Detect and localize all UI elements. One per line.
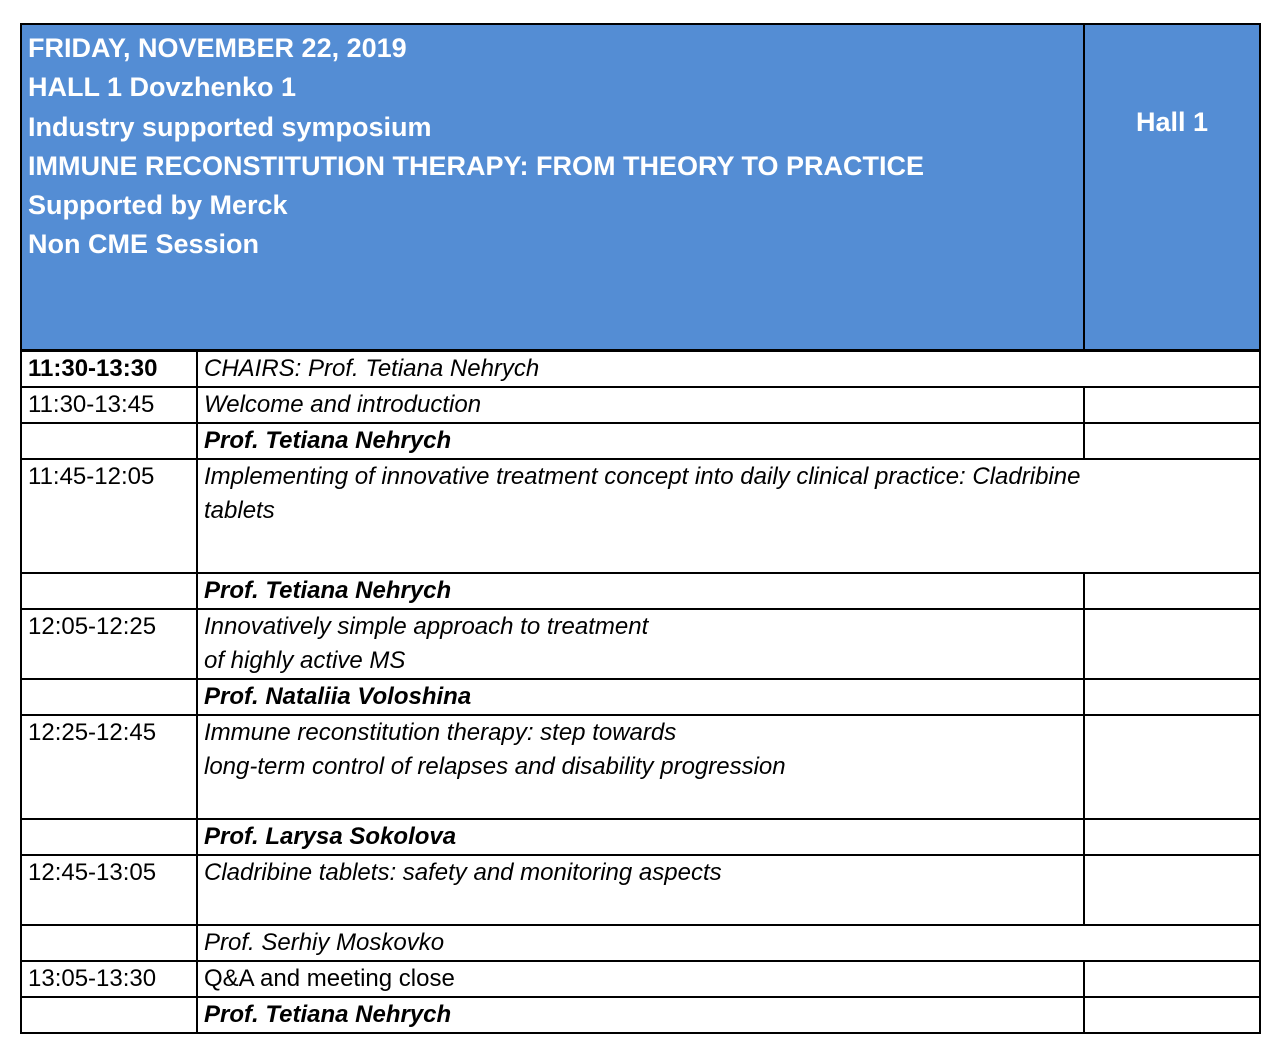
table-row bbox=[21, 351, 1260, 388]
row-time: 11:30-13:30 bbox=[21, 351, 197, 388]
table-row bbox=[21, 715, 1260, 819]
row-text: Implementing of innovative treatment concept into daily clinical practice: Cladribine tablets bbox=[197, 459, 1260, 573]
row-time bbox=[21, 679, 197, 715]
row-text: Immune reconstitution therapy: step towards long-term control of relapses and disability progression bbox=[197, 715, 1084, 819]
table-row bbox=[21, 423, 1260, 459]
table-row bbox=[21, 961, 1260, 997]
row-time: 12:05-12:25 bbox=[21, 609, 197, 679]
row-time: 12:25-12:45 bbox=[21, 715, 197, 819]
row-speaker: Prof. Tetiana Nehrych bbox=[197, 997, 1084, 1033]
row-speaker: Prof. Nataliia Voloshina bbox=[197, 679, 1084, 715]
session-sponsor: Supported by Merck bbox=[28, 190, 288, 221]
row-hall-cell bbox=[1084, 573, 1260, 609]
row-text: Q&A and meeting close bbox=[197, 961, 1084, 997]
row-hall-cell bbox=[1084, 961, 1260, 997]
row-time: 13:05-13:30 bbox=[21, 961, 197, 997]
row-hall-cell bbox=[1084, 819, 1260, 855]
table-row bbox=[21, 387, 1260, 423]
row-hall-cell bbox=[1084, 609, 1260, 679]
table-row bbox=[21, 679, 1260, 715]
row-hall-cell bbox=[1084, 387, 1260, 423]
table-row bbox=[21, 573, 1260, 609]
header-row bbox=[21, 24, 1260, 351]
session-title: IMMUNE RECONSTITUTION THERAPY: FROM THEORY TO PRACTICE bbox=[28, 150, 925, 181]
table-row bbox=[21, 609, 1260, 679]
row-hall-cell bbox=[1084, 715, 1260, 819]
session-type: Industry supported symposium bbox=[28, 111, 432, 142]
row-time: 12:45-13:05 bbox=[21, 855, 197, 925]
table-row bbox=[21, 819, 1260, 855]
row-speaker: Prof. Larysa Sokolova bbox=[197, 819, 1084, 855]
row-speaker: Prof. Tetiana Nehrych bbox=[197, 423, 1084, 459]
row-text: Innovatively simple approach to treatment of highly active MS bbox=[197, 609, 1084, 679]
table-row bbox=[21, 459, 1260, 573]
table-row bbox=[21, 925, 1260, 961]
row-hall-cell bbox=[1084, 679, 1260, 715]
row-text: Cladribine tablets: safety and monitoring aspects bbox=[197, 855, 1084, 925]
schedule-page bbox=[20, 23, 1259, 1034]
schedule-table bbox=[20, 23, 1261, 1034]
row-hall-cell bbox=[1084, 997, 1260, 1033]
row-time: 11:45-12:05 bbox=[21, 459, 197, 573]
row-text: Welcome and introduction bbox=[197, 387, 1084, 423]
session-hall-name: HALL 1 Dovzhenko 1 bbox=[28, 72, 297, 103]
session-cme-status: Non CME Session bbox=[28, 229, 260, 260]
hall-label: Hall 1 bbox=[1084, 24, 1260, 351]
row-hall-cell bbox=[1084, 423, 1260, 459]
row-time bbox=[21, 573, 197, 609]
row-time bbox=[21, 925, 197, 961]
row-text: CHAIRS: Prof. Tetiana Nehrych bbox=[197, 351, 1260, 388]
row-speaker: Prof. Tetiana Nehrych bbox=[197, 573, 1084, 609]
row-time: 11:30-13:45 bbox=[21, 387, 197, 423]
session-date: FRIDAY, NOVEMBER 22, 2019 bbox=[28, 33, 407, 63]
row-time bbox=[21, 819, 197, 855]
row-hall-cell bbox=[1084, 855, 1260, 925]
table-row bbox=[21, 997, 1260, 1033]
row-time bbox=[21, 423, 197, 459]
table-row bbox=[21, 855, 1260, 925]
row-speaker: Prof. Serhiy Moskovko bbox=[197, 925, 1260, 961]
session-header bbox=[21, 24, 1084, 351]
row-time bbox=[21, 997, 197, 1033]
